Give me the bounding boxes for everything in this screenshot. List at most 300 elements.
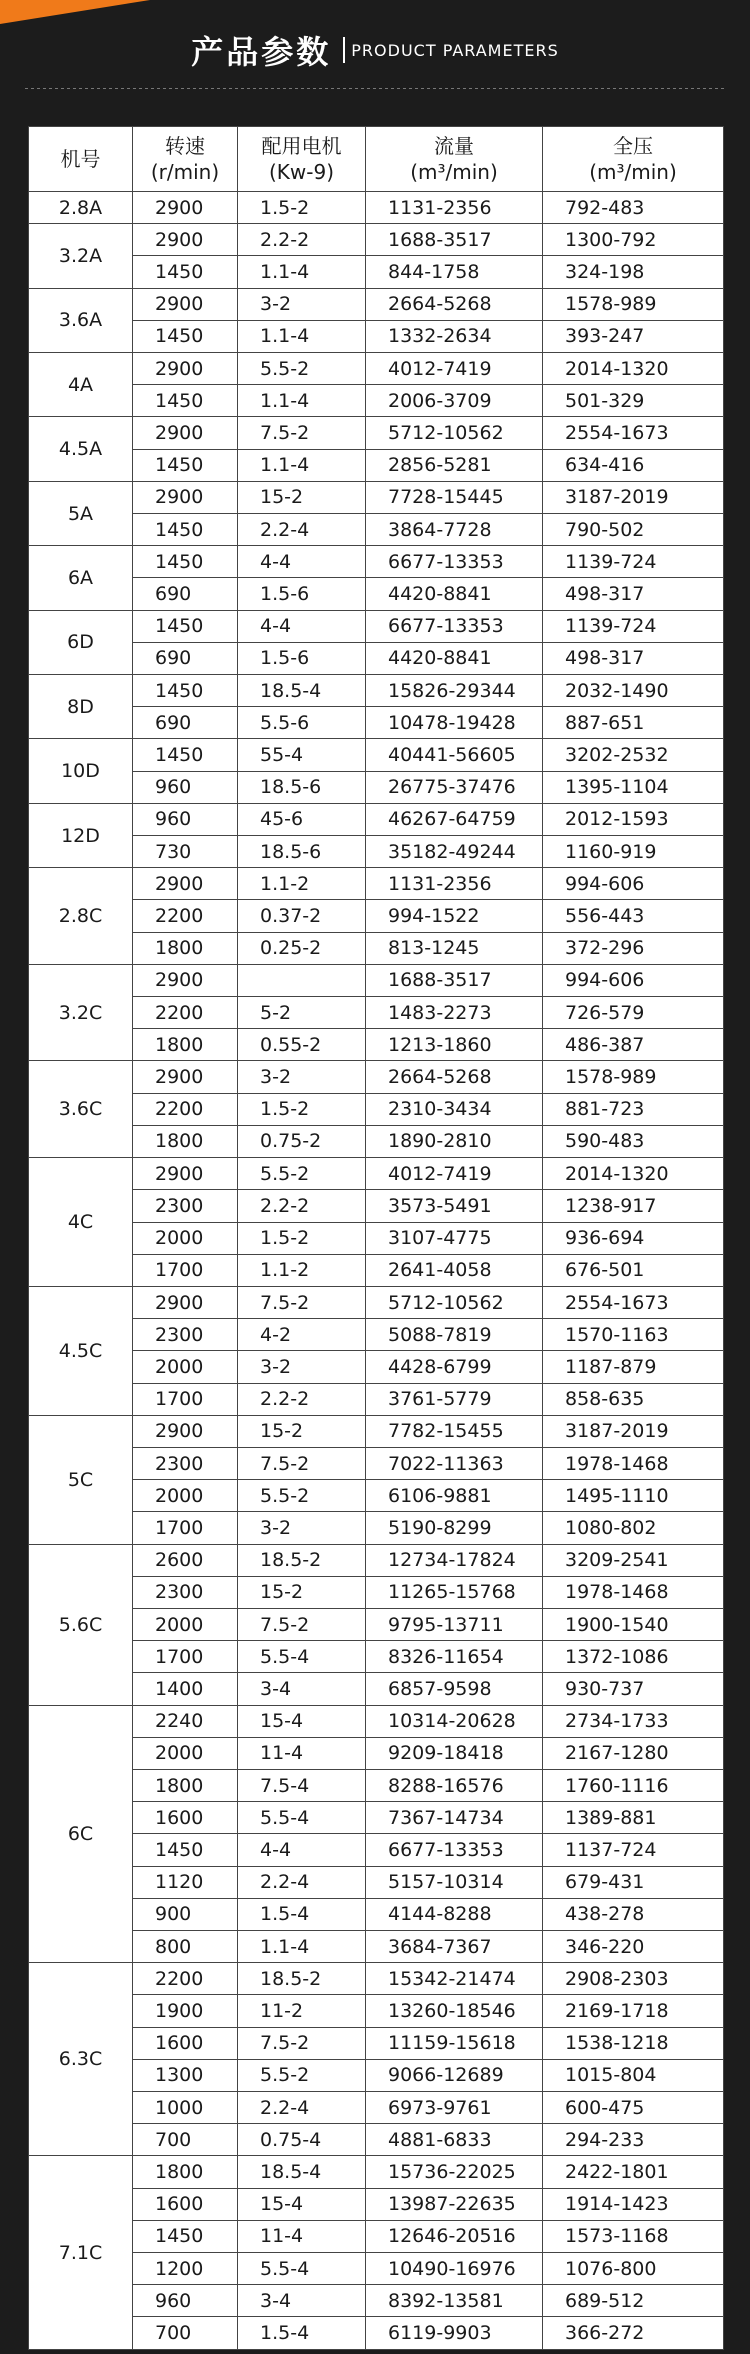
flow-cell: 10314-20628 [366, 1705, 543, 1737]
speed-cell: 1450 [133, 2220, 238, 2252]
speed-cell: 2000 [133, 1351, 238, 1383]
table-row [29, 449, 724, 481]
pressure-cell: 3187-2019 [543, 1415, 724, 1447]
speed-cell: 800 [133, 1930, 238, 1962]
flow-cell: 12646-20516 [366, 2220, 543, 2252]
pressure-cell: 1300-792 [543, 224, 724, 256]
speed-cell: 1450 [133, 256, 238, 288]
motor-cell: 5.5-4 [238, 1641, 366, 1673]
pressure-cell: 1978-1468 [543, 1576, 724, 1608]
motor-cell [238, 964, 366, 996]
pressure-cell: 346-220 [543, 1930, 724, 1962]
motor-cell: 18.5-4 [238, 2156, 366, 2188]
flow-cell: 13260-18546 [366, 1995, 543, 2027]
speed-cell: 2200 [133, 1093, 238, 1125]
title-divider [343, 37, 345, 63]
table-row [29, 1705, 724, 1737]
table-row [29, 771, 724, 803]
pressure-cell: 600-475 [543, 2091, 724, 2123]
pressure-cell: 486-387 [543, 1029, 724, 1061]
motor-cell: 0.75-2 [238, 1125, 366, 1157]
table-row [29, 1383, 724, 1415]
pressure-cell: 556-443 [543, 900, 724, 932]
pressure-cell: 881-723 [543, 1093, 724, 1125]
table-row [29, 997, 724, 1029]
pressure-cell: 393-247 [543, 320, 724, 352]
flow-cell: 4428-6799 [366, 1351, 543, 1383]
table-row [29, 192, 724, 224]
model-cell: 2.8A [29, 192, 133, 224]
pressure-cell: 2908-2303 [543, 1963, 724, 1995]
pressure-cell: 994-606 [543, 868, 724, 900]
model-cell: 3.6A [29, 288, 133, 352]
flow-cell: 6119-9903 [366, 2317, 543, 2350]
motor-cell: 5.5-6 [238, 707, 366, 739]
speed-cell: 1000 [133, 2091, 238, 2123]
pressure-cell: 2014-1320 [543, 1158, 724, 1190]
motor-cell: 1.1-4 [238, 449, 366, 481]
speed-cell: 1450 [133, 449, 238, 481]
pressure-cell: 2554-1673 [543, 1286, 724, 1318]
speed-cell: 960 [133, 771, 238, 803]
table-row [29, 1125, 724, 1157]
motor-cell: 0.55-2 [238, 1029, 366, 1061]
flow-cell: 12734-17824 [366, 1544, 543, 1576]
pressure-cell: 726-579 [543, 997, 724, 1029]
pressure-cell: 372-296 [543, 932, 724, 964]
table-row [29, 1641, 724, 1673]
pressure-cell: 1139-724 [543, 610, 724, 642]
speed-cell: 1450 [133, 675, 238, 707]
table-row [29, 481, 724, 513]
pressure-cell: 2554-1673 [543, 417, 724, 449]
table-row [29, 1061, 724, 1093]
pressure-cell: 1160-919 [543, 836, 724, 868]
pressure-cell: 2422-1801 [543, 2156, 724, 2188]
flow-cell: 15342-21474 [366, 1963, 543, 1995]
speed-cell: 690 [133, 707, 238, 739]
motor-cell: 1.1-4 [238, 320, 366, 352]
table-row [29, 1286, 724, 1318]
table-row [29, 1930, 724, 1962]
flow-cell: 11159-15618 [366, 2027, 543, 2059]
parameters-table [28, 126, 724, 2350]
model-cell: 7.1C [29, 2156, 133, 2350]
pressure-cell: 1389-881 [543, 1802, 724, 1834]
pressure-cell: 1395-1104 [543, 771, 724, 803]
table-row [29, 1512, 724, 1544]
pressure-cell: 887-651 [543, 707, 724, 739]
flow-cell: 1688-3517 [366, 964, 543, 996]
pressure-cell: 498-317 [543, 642, 724, 674]
table-row [29, 1608, 724, 1640]
speed-cell: 2900 [133, 1158, 238, 1190]
pressure-cell: 1978-1468 [543, 1447, 724, 1479]
speed-cell: 960 [133, 803, 238, 835]
flow-cell: 9066-12689 [366, 2059, 543, 2091]
speed-cell: 2900 [133, 1415, 238, 1447]
pressure-cell: 679-431 [543, 1866, 724, 1898]
motor-cell: 1.1-4 [238, 256, 366, 288]
table-row [29, 2317, 724, 2350]
table-row [29, 642, 724, 674]
speed-cell: 2900 [133, 417, 238, 449]
motor-cell: 5.5-4 [238, 1802, 366, 1834]
flow-cell: 6677-13353 [366, 610, 543, 642]
speed-cell: 2300 [133, 1576, 238, 1608]
model-cell: 6A [29, 546, 133, 610]
flow-cell: 40441-56605 [366, 739, 543, 771]
column-header-pressure: 全压 (m³/min) [543, 127, 724, 192]
flow-cell: 813-1245 [366, 932, 543, 964]
speed-cell: 2900 [133, 192, 238, 224]
table-row [29, 1737, 724, 1769]
flow-cell: 5190-8299 [366, 1512, 543, 1544]
pressure-cell: 1187-879 [543, 1351, 724, 1383]
speed-cell: 700 [133, 2317, 238, 2350]
flow-cell: 8392-13581 [366, 2285, 543, 2317]
motor-cell: 1.5-6 [238, 578, 366, 610]
motor-cell: 45-6 [238, 803, 366, 835]
speed-cell: 2900 [133, 868, 238, 900]
flow-cell: 15736-22025 [366, 2156, 543, 2188]
table-row [29, 2059, 724, 2091]
speed-cell: 2200 [133, 1963, 238, 1995]
flow-cell: 7367-14734 [366, 1802, 543, 1834]
pressure-cell: 294-233 [543, 2124, 724, 2156]
motor-cell: 55-4 [238, 739, 366, 771]
speed-cell: 900 [133, 1898, 238, 1930]
speed-cell: 1900 [133, 1995, 238, 2027]
table-row [29, 578, 724, 610]
table-row [29, 1222, 724, 1254]
table-row [29, 1898, 724, 1930]
speed-cell: 1450 [133, 610, 238, 642]
table-row [29, 964, 724, 996]
pressure-cell: 1578-989 [543, 1061, 724, 1093]
motor-cell: 18.5-4 [238, 675, 366, 707]
flow-cell: 6857-9598 [366, 1673, 543, 1705]
flow-cell: 26775-37476 [366, 771, 543, 803]
pressure-cell: 930-737 [543, 1673, 724, 1705]
model-cell: 8D [29, 675, 133, 739]
table-row [29, 1769, 724, 1801]
flow-cell: 1131-2356 [366, 868, 543, 900]
pressure-cell: 936-694 [543, 1222, 724, 1254]
flow-cell: 7728-15445 [366, 481, 543, 513]
speed-cell: 1700 [133, 1641, 238, 1673]
speed-cell: 1450 [133, 385, 238, 417]
table-row [29, 288, 724, 320]
flow-cell: 5157-10314 [366, 1866, 543, 1898]
motor-cell: 1.1-4 [238, 385, 366, 417]
flow-cell: 2856-5281 [366, 449, 543, 481]
flow-cell: 6973-9761 [366, 2091, 543, 2123]
flow-cell: 10490-16976 [366, 2253, 543, 2285]
motor-cell: 3-2 [238, 288, 366, 320]
speed-cell: 1800 [133, 1029, 238, 1061]
table-row [29, 1190, 724, 1222]
table-row [29, 868, 724, 900]
flow-cell: 10478-19428 [366, 707, 543, 739]
flow-cell: 4012-7419 [366, 353, 543, 385]
table-row [29, 224, 724, 256]
model-cell: 3.2C [29, 964, 133, 1061]
speed-cell: 2000 [133, 1222, 238, 1254]
speed-cell: 2000 [133, 1480, 238, 1512]
flow-cell: 3684-7367 [366, 1930, 543, 1962]
pressure-cell: 1080-802 [543, 1512, 724, 1544]
model-cell: 5A [29, 481, 133, 545]
speed-cell: 1800 [133, 2156, 238, 2188]
page-subtitle: PRODUCT PARAMETERS [351, 40, 559, 60]
motor-cell: 2.2-2 [238, 224, 366, 256]
pressure-cell: 1015-804 [543, 2059, 724, 2091]
speed-cell: 1200 [133, 2253, 238, 2285]
motor-cell: 5.5-2 [238, 1158, 366, 1190]
model-cell: 4.5C [29, 1286, 133, 1415]
flow-cell: 15826-29344 [366, 675, 543, 707]
motor-cell: 0.37-2 [238, 900, 366, 932]
table-row [29, 1254, 724, 1286]
table-row [29, 2253, 724, 2285]
flow-cell: 6677-13353 [366, 1834, 543, 1866]
flow-cell: 9209-18418 [366, 1737, 543, 1769]
model-cell: 5C [29, 1415, 133, 1544]
table-row [29, 1415, 724, 1447]
flow-cell: 4144-8288 [366, 1898, 543, 1930]
table-row [29, 2027, 724, 2059]
motor-cell: 15-2 [238, 1415, 366, 1447]
motor-cell: 11-4 [238, 2220, 366, 2252]
speed-cell: 1700 [133, 1383, 238, 1415]
table-row [29, 675, 724, 707]
pressure-cell: 994-606 [543, 964, 724, 996]
model-cell: 3.6C [29, 1061, 133, 1158]
page-title: 产品参数 [191, 33, 332, 71]
pressure-cell: 501-329 [543, 385, 724, 417]
pressure-cell: 366-272 [543, 2317, 724, 2350]
pressure-cell: 689-512 [543, 2285, 724, 2317]
table-row [29, 2124, 724, 2156]
motor-cell: 18.5-6 [238, 836, 366, 868]
motor-cell: 2.2-4 [238, 2091, 366, 2123]
model-cell: 3.2A [29, 224, 133, 288]
parameters-table-container [28, 126, 723, 2350]
table-row [29, 739, 724, 771]
pressure-cell: 1573-1168 [543, 2220, 724, 2252]
flow-cell: 7022-11363 [366, 1447, 543, 1479]
flow-cell: 6106-9881 [366, 1480, 543, 1512]
speed-cell: 1400 [133, 1673, 238, 1705]
table-row [29, 353, 724, 385]
motor-cell: 3-2 [238, 1061, 366, 1093]
motor-cell: 4-4 [238, 610, 366, 642]
table-row [29, 1834, 724, 1866]
page-header [0, 26, 750, 74]
flow-cell: 35182-49244 [366, 836, 543, 868]
flow-cell: 2664-5268 [366, 288, 543, 320]
speed-cell: 1450 [133, 320, 238, 352]
speed-cell: 960 [133, 2285, 238, 2317]
flow-cell: 2641-4058 [366, 1254, 543, 1286]
motor-cell: 4-4 [238, 1834, 366, 1866]
speed-cell: 1450 [133, 514, 238, 546]
flow-cell: 4420-8841 [366, 642, 543, 674]
pressure-cell: 634-416 [543, 449, 724, 481]
flow-cell: 1332-2634 [366, 320, 543, 352]
motor-cell: 2.2-2 [238, 1383, 366, 1415]
speed-cell: 1700 [133, 1254, 238, 1286]
column-header-model: 机号 [29, 127, 133, 192]
speed-cell: 690 [133, 642, 238, 674]
pressure-cell: 324-198 [543, 256, 724, 288]
table-row [29, 1480, 724, 1512]
speed-cell: 1450 [133, 739, 238, 771]
table-row [29, 2091, 724, 2123]
flow-cell: 994-1522 [366, 900, 543, 932]
table-row [29, 1351, 724, 1383]
table-row [29, 836, 724, 868]
motor-cell: 7.5-2 [238, 1608, 366, 1640]
pressure-cell: 2167-1280 [543, 1737, 724, 1769]
pressure-cell: 1238-917 [543, 1190, 724, 1222]
table-row [29, 1093, 724, 1125]
speed-cell: 1700 [133, 1512, 238, 1544]
model-cell: 12D [29, 803, 133, 867]
motor-cell: 1.5-6 [238, 642, 366, 674]
motor-cell: 5.5-4 [238, 2253, 366, 2285]
speed-cell: 1300 [133, 2059, 238, 2091]
table-row [29, 1029, 724, 1061]
model-cell: 5.6C [29, 1544, 133, 1705]
speed-cell: 2900 [133, 1061, 238, 1093]
motor-cell: 5.5-2 [238, 353, 366, 385]
speed-cell: 2900 [133, 481, 238, 513]
speed-cell: 2000 [133, 1608, 238, 1640]
speed-cell: 1800 [133, 1125, 238, 1157]
table-row [29, 932, 724, 964]
speed-cell: 2300 [133, 1190, 238, 1222]
pressure-cell: 2032-1490 [543, 675, 724, 707]
table-row [29, 2285, 724, 2317]
motor-cell: 7.5-2 [238, 1447, 366, 1479]
pressure-cell: 498-317 [543, 578, 724, 610]
flow-cell: 5712-10562 [366, 417, 543, 449]
speed-cell: 2300 [133, 1447, 238, 1479]
model-cell: 6C [29, 1705, 133, 1963]
motor-cell: 0.25-2 [238, 932, 366, 964]
motor-cell: 0.75-4 [238, 2124, 366, 2156]
speed-cell: 730 [133, 836, 238, 868]
flow-cell: 1688-3517 [366, 224, 543, 256]
motor-cell: 3-2 [238, 1512, 366, 1544]
pressure-cell: 2734-1733 [543, 1705, 724, 1737]
motor-cell: 3-2 [238, 1351, 366, 1383]
flow-cell: 13987-22635 [366, 2188, 543, 2220]
motor-cell: 15-4 [238, 1705, 366, 1737]
speed-cell: 1600 [133, 2188, 238, 2220]
speed-cell: 2300 [133, 1319, 238, 1351]
table-header-row [29, 127, 724, 192]
table-row [29, 707, 724, 739]
speed-cell: 2240 [133, 1705, 238, 1737]
flow-cell: 2310-3434 [366, 1093, 543, 1125]
motor-cell: 18.5-2 [238, 1963, 366, 1995]
model-cell: 6D [29, 610, 133, 674]
corner-accent [0, 0, 150, 24]
speed-cell: 690 [133, 578, 238, 610]
flow-cell: 3864-7728 [366, 514, 543, 546]
pressure-cell: 1914-1423 [543, 2188, 724, 2220]
pressure-cell: 1372-1086 [543, 1641, 724, 1673]
pressure-cell: 1760-1116 [543, 1769, 724, 1801]
pressure-cell: 1495-1110 [543, 1480, 724, 1512]
pressure-cell: 858-635 [543, 1383, 724, 1415]
flow-cell: 3573-5491 [366, 1190, 543, 1222]
motor-cell: 7.5-2 [238, 417, 366, 449]
table-row [29, 2156, 724, 2188]
motor-cell: 5-2 [238, 997, 366, 1029]
pressure-cell: 438-278 [543, 1898, 724, 1930]
flow-cell: 4881-6833 [366, 2124, 543, 2156]
pressure-cell: 1538-1218 [543, 2027, 724, 2059]
table-row [29, 1576, 724, 1608]
speed-cell: 700 [133, 2124, 238, 2156]
table-row [29, 803, 724, 835]
table-row [29, 385, 724, 417]
column-header-flow: 流量 (m³/min) [366, 127, 543, 192]
motor-cell: 5.5-2 [238, 1480, 366, 1512]
pressure-cell: 2014-1320 [543, 353, 724, 385]
table-row [29, 256, 724, 288]
table-row [29, 1319, 724, 1351]
flow-cell: 1131-2356 [366, 192, 543, 224]
pressure-cell: 792-483 [543, 192, 724, 224]
motor-cell: 3-4 [238, 1673, 366, 1705]
model-cell: 6.3C [29, 1963, 133, 2156]
motor-cell: 11-2 [238, 1995, 366, 2027]
motor-cell: 11-4 [238, 1737, 366, 1769]
pressure-cell: 1139-724 [543, 546, 724, 578]
flow-cell: 4420-8841 [366, 578, 543, 610]
pressure-cell: 1900-1540 [543, 1608, 724, 1640]
flow-cell: 8326-11654 [366, 1641, 543, 1673]
speed-cell: 1120 [133, 1866, 238, 1898]
motor-cell: 1.1-4 [238, 1930, 366, 1962]
speed-cell: 1600 [133, 2027, 238, 2059]
table-row [29, 2220, 724, 2252]
pressure-cell: 1076-800 [543, 2253, 724, 2285]
table-row [29, 320, 724, 352]
motor-cell: 1.5-2 [238, 192, 366, 224]
table-row [29, 1963, 724, 1995]
flow-cell: 5088-7819 [366, 1319, 543, 1351]
model-cell: 2.8C [29, 868, 133, 965]
flow-cell: 4012-7419 [366, 1158, 543, 1190]
flow-cell: 3761-5779 [366, 1383, 543, 1415]
motor-cell: 7.5-2 [238, 2027, 366, 2059]
speed-cell: 1800 [133, 932, 238, 964]
pressure-cell: 2012-1593 [543, 803, 724, 835]
speed-cell: 2600 [133, 1544, 238, 1576]
flow-cell: 1483-2273 [366, 997, 543, 1029]
flow-cell: 46267-64759 [366, 803, 543, 835]
table-row [29, 514, 724, 546]
model-cell: 4A [29, 353, 133, 417]
column-header-speed: 转速 (r/min) [133, 127, 238, 192]
flow-cell: 6677-13353 [366, 546, 543, 578]
